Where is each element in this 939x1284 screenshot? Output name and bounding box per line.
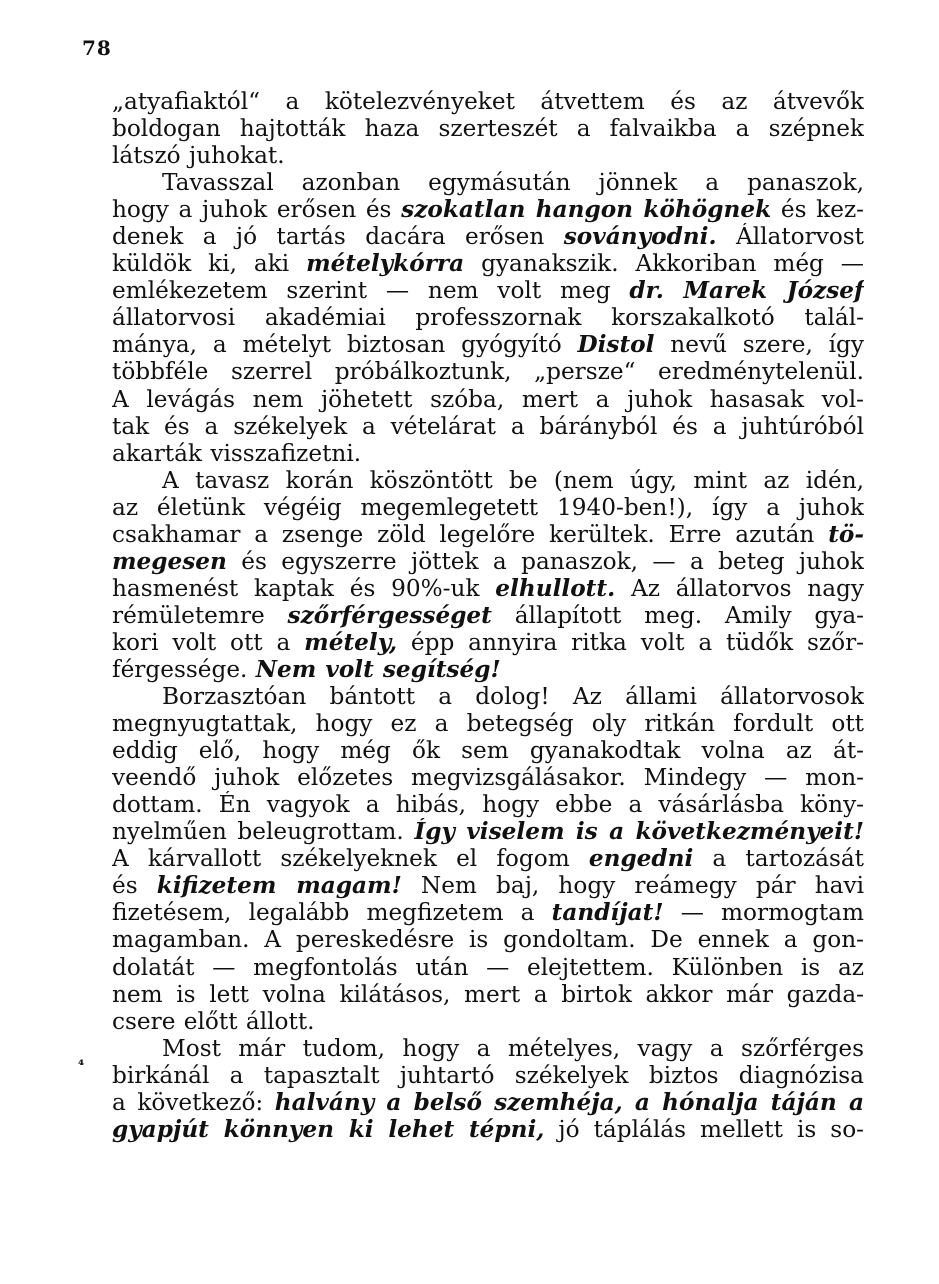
body-text — [112, 88, 864, 1143]
text-line — [112, 818, 864, 845]
text-line — [112, 872, 864, 899]
text-line — [112, 358, 864, 385]
emphasized-text: szokatlan hangon köhögnek — [401, 196, 772, 224]
emphasized-text: elhullott. — [495, 574, 616, 602]
text-line — [112, 1116, 864, 1143]
text-line — [112, 386, 864, 413]
text-segment: akarták visszafizetni. — [112, 439, 362, 467]
text-segment: látszó juhokat. — [112, 142, 285, 170]
text-line — [112, 277, 864, 304]
text-segment: dottam. Én vagyok a hibás, hogy ebbe a vásárlásba köny- — [112, 791, 864, 819]
text-line — [112, 1062, 864, 1089]
emphasized-text: szőrférgességet — [287, 601, 492, 629]
text-line — [112, 602, 864, 629]
text-line — [112, 250, 864, 277]
text-segment: — mormogtam — [663, 899, 864, 927]
text-segment: A levágás nem jöhetett szóba, mert a juhok hasasak vol- — [112, 385, 864, 413]
emphasized-text: soványodni. — [563, 223, 717, 251]
text-segment: birkánál a tapasztalt juhtartó székelyek biztos diagnózisa — [112, 1061, 864, 1089]
text-segment: és egyszerre jöttek a panaszok, — a beteg juhok — [226, 547, 864, 575]
text-segment: Állatorvost — [716, 223, 864, 251]
text-line — [112, 223, 864, 250]
text-segment: „atyafiaktól“ a kötelezvényeket átvettem és az átvevők — [112, 88, 864, 115]
text-segment: boldogan hajtották haza szerteszét a falvaikba a szépnek — [112, 115, 864, 143]
emphasized-text: Nem volt segítség! — [255, 655, 501, 683]
text-segment: veendő juhok előzetes megvizsgálásakor. Mindegy — mon- — [112, 764, 864, 792]
page-number: 78 — [82, 36, 112, 60]
text-line — [112, 331, 864, 358]
text-segment: hasmenést kaptak és 90%-uk — [112, 574, 496, 602]
text-segment: a következő: — [112, 1088, 275, 1116]
emphasized-text: métely, — [304, 628, 398, 656]
text-segment: Most már tudom, hogy a mételyes, vagy a szőrférges — [162, 1034, 864, 1062]
text-line — [112, 521, 864, 548]
emphasized-text: megesen — [112, 547, 227, 575]
emphasized-text: Így viselem is a következményeit! — [414, 818, 864, 846]
text-segment: tak és a székelyek a vételárat a bárányból és a juhtúróból — [112, 412, 864, 440]
emphasized-text: mételykórra — [306, 250, 465, 278]
emphasized-text: tö- — [828, 520, 864, 548]
text-segment: nyelműen beleugrottam. — [112, 818, 415, 846]
margin-mark: ⁴ — [78, 1058, 85, 1074]
text-line — [112, 304, 864, 331]
text-segment: eddig elő, hogy még ők sem gyanakodtak volna az át- — [112, 737, 864, 765]
text-line — [112, 1089, 864, 1116]
text-line — [112, 413, 864, 440]
text-line — [112, 440, 864, 467]
text-segment: a tartozását — [693, 845, 864, 873]
text-segment: nevű szere, így — [654, 331, 864, 359]
text-line — [112, 683, 864, 710]
text-line — [112, 494, 864, 521]
text-segment: denek a jó tartás dacára erősen — [112, 223, 564, 251]
text-line — [112, 845, 864, 872]
text-segment: A tavasz korán köszöntött be (nem úgy, mint az idén, — [162, 466, 864, 494]
text-segment: rémületemre — [112, 601, 288, 629]
text-segment: Borzasztóan bántott a dolog! Az állami állatorvosok — [162, 683, 864, 711]
text-segment: többféle szerrel próbálkoztunk, „persze“ eredménytelenül. — [112, 358, 864, 386]
text-line — [112, 764, 864, 791]
emphasized-text: Distol — [577, 331, 655, 359]
text-segment: épp annyira ritka volt a tüdők szőr- — [397, 628, 864, 656]
text-segment: magamban. A pereskedésre is gondoltam. De ennek a gon- — [112, 926, 864, 954]
emphasized-text: dr. Marek József — [629, 277, 864, 305]
text-segment: Nem baj, hogy reámegy pár havi — [401, 872, 864, 900]
text-segment: kori volt ott a — [112, 628, 305, 656]
emphasized-text: halvány a belső szemhéja, a hónalja táján a — [274, 1088, 864, 1116]
text-segment: állatorvosi akadémiai professzornak korszakalkotó talál- — [112, 304, 864, 332]
text-line — [112, 196, 864, 223]
text-line — [112, 954, 864, 981]
text-line — [112, 981, 864, 1008]
text-segment: küldök ki, aki — [112, 250, 307, 278]
text-line — [112, 1035, 864, 1062]
text-line — [112, 115, 864, 142]
text-line — [112, 791, 864, 818]
text-segment: férgessége. — [112, 655, 256, 683]
text-segment: hogy a juhok erősen és — [112, 196, 402, 224]
emphasized-text: tandíjat! — [551, 899, 664, 927]
text-line — [112, 656, 864, 683]
text-line — [112, 88, 864, 115]
text-segment: Az állatorvos nagy — [615, 574, 864, 602]
emphasized-text: engedni — [588, 845, 694, 873]
emphasized-text: kifizetem magam! — [156, 872, 402, 900]
text-line — [112, 548, 864, 575]
emphasized-text: gyapjút könnyen ki lehet tépni, — [112, 1115, 545, 1143]
text-segment: emlékezetem szerint — nem volt meg — [112, 277, 630, 305]
text-segment: gyanakszik. Akkoriban még — — [464, 250, 864, 278]
text-segment: A kárvallott székelyeknek el fogom — [112, 845, 589, 873]
text-line — [112, 467, 864, 494]
text-line — [112, 710, 864, 737]
text-segment: nem is lett volna kilátásos, mert a birtok akkor már gazda- — [112, 980, 864, 1008]
text-segment: megnyugtattak, hogy ez a betegség oly ritkán fordult ott — [112, 710, 864, 738]
text-segment: állapított meg. Amily gya- — [491, 601, 864, 629]
text-line — [112, 142, 864, 169]
text-line — [112, 575, 864, 602]
text-segment: csakhamar a zsenge zöld legelőre kerültek. Erre azután — [112, 520, 829, 548]
text-segment: cserе előtt állott. — [112, 1007, 315, 1035]
text-line — [112, 926, 864, 953]
text-line — [112, 169, 864, 196]
text-line — [112, 899, 864, 926]
text-segment: dolatát — megfontolás után — elejtettem. Különben is az — [112, 953, 864, 981]
text-line — [112, 629, 864, 656]
text-segment: jó táplálás mellett is so- — [544, 1115, 864, 1143]
text-segment: és kez- — [771, 196, 864, 224]
text-segment: fizetésem, legalább megfizetem a — [112, 899, 552, 927]
text-segment: mánya, a mételyt biztosan gyógyító — [112, 331, 578, 359]
text-segment: az életünk végéig megemlegetett 1940-ben!), így a juhok — [112, 493, 864, 521]
text-line — [112, 737, 864, 764]
text-segment: és — [112, 872, 157, 900]
text-segment: Tavasszal azonban egymásután jönnek a panaszok, — [162, 169, 864, 197]
text-line — [112, 1008, 864, 1035]
